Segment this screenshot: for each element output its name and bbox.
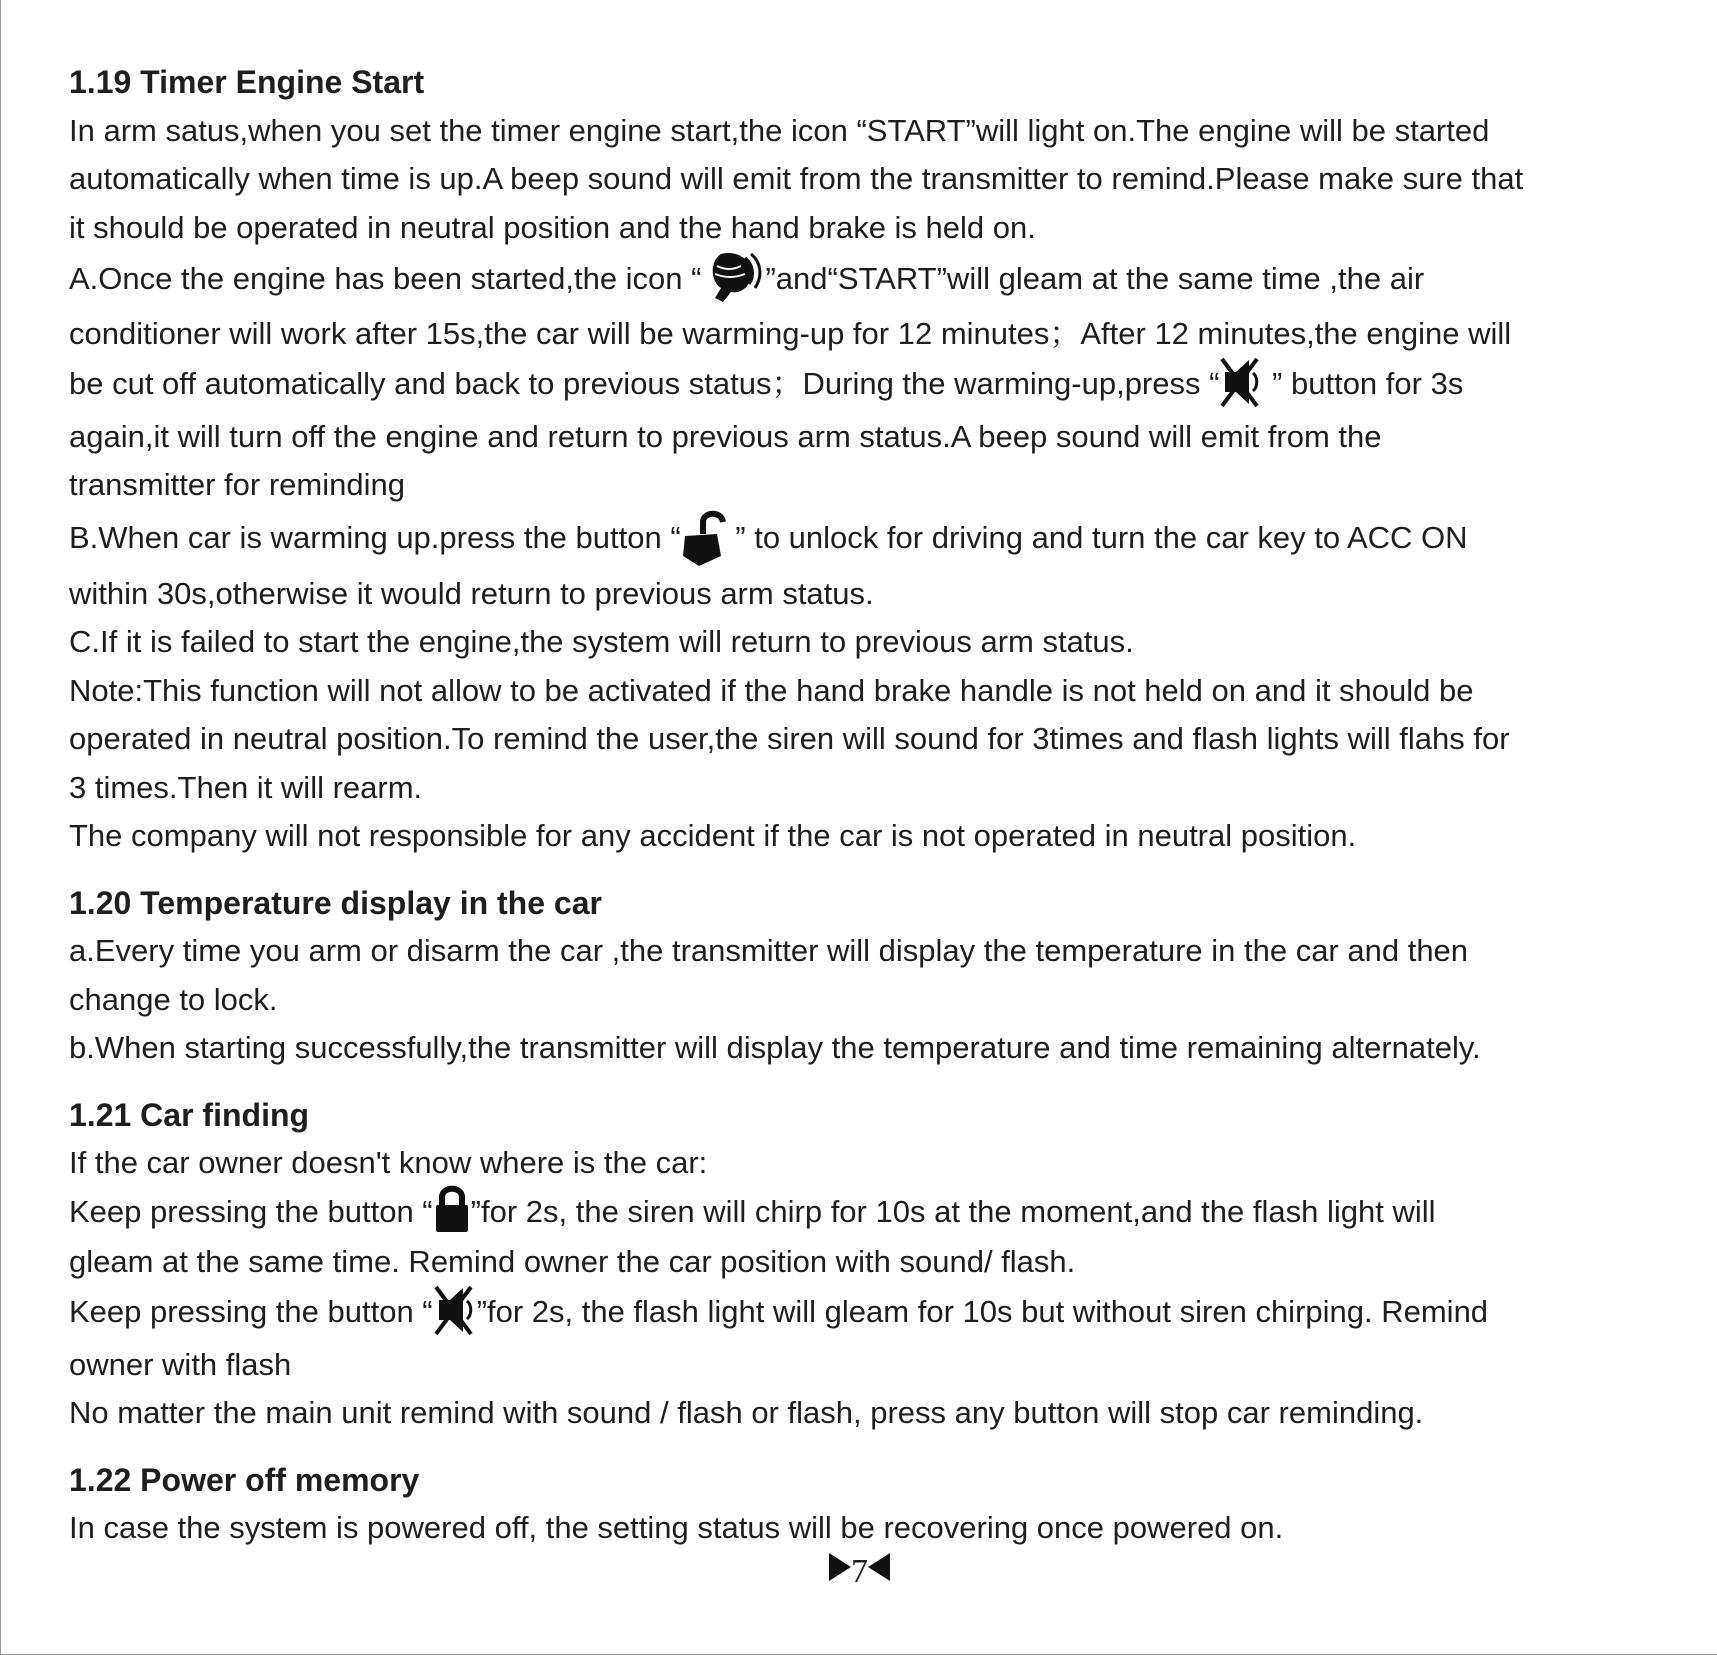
paragraph-line: automatically when time is up.A beep sound will emit from the transmitter to remind.Please make sure that	[69, 161, 1524, 196]
section-gap	[69, 1438, 1669, 1456]
section-heading-1-20: 1.20 Temperature display in the car	[69, 884, 602, 921]
paragraph-line: owner with flash	[69, 1346, 292, 1382]
paragraph-line: transmitter for reminding	[69, 467, 405, 502]
paragraph-line: a.Every time you arm or disarm the car ,the transmitter will display the temperature in the car and then	[69, 933, 1469, 968]
paragraph-line	[69, 1188, 1669, 1239]
paragraph-line: The company will not responsible for any accident if the car is not operated in neutral position.	[69, 818, 1357, 853]
paragraph-line: No matter the main unit remind with sound / flash or flash, press any button will stop car reminding.	[69, 1395, 1424, 1431]
paragraph-line: b.When starting successfully,the transmitter will display the temperature and time remaining alternately.	[69, 1030, 1481, 1065]
text-fragment: B.When car is warming up.press the button “	[69, 519, 681, 555]
mute-speaker-icon	[1219, 355, 1263, 409]
text-fragment: be cut off automatically and back to previous status；During the warming-up,press “	[69, 365, 1220, 401]
paragraph-line: operated in neutral position.To remind the user,the siren will sound for 3times and flash lights will flahs for	[69, 721, 1510, 756]
left-triangle-icon	[868, 1552, 890, 1590]
lock-padlock-icon	[433, 1184, 471, 1234]
text-fragment: A.Once the engine has been started,the icon “	[69, 261, 702, 297]
paragraph-line	[69, 252, 1669, 310]
paragraph-line: 3 times.Then it will rearm.	[69, 769, 423, 805]
paragraph-line: change to lock.	[69, 981, 278, 1017]
text-fragment: ”and“START”will gleam at the same time ,the air	[765, 261, 1425, 297]
section-gap	[69, 861, 1669, 879]
section-gap	[69, 1073, 1669, 1091]
text-fragment: ”for 2s, the siren will chirp for 10s at the moment,and the flash light will	[470, 1193, 1436, 1229]
unlock-padlock-icon	[681, 506, 727, 566]
paragraph-line: it should be operated in neutral position and the hand brake is held on.	[69, 209, 1036, 245]
text-fragment: ”for 2s, the flash light will gleam for 10s but without siren chirping. Remind	[476, 1294, 1489, 1329]
section-heading-1-19: 1.19 Timer Engine Start	[69, 64, 425, 100]
paragraph-line: If the car owner doesn't know where is the car:	[69, 1145, 708, 1180]
engine-start-icon	[701, 248, 765, 306]
paragraph-line: In case the system is powered off, the setting status will be recovering once powered on.	[69, 1510, 1284, 1546]
paragraph-line: gleam at the same time. Remind owner the car position with sound/ flash.	[69, 1244, 1076, 1280]
text-fragment: ” button for 3s	[1263, 365, 1464, 401]
mute-speaker-icon	[433, 1283, 477, 1337]
page-number: 7	[851, 1553, 868, 1590]
text-fragment: Keep pressing the button “	[69, 1193, 433, 1229]
text-fragment: Keep pressing the button “	[69, 1294, 433, 1329]
page-content	[69, 58, 1669, 1553]
paragraph-line	[69, 510, 1669, 570]
section-heading-1-22: 1.22 Power off memory	[69, 1461, 420, 1498]
paragraph-line	[69, 359, 1669, 413]
paragraph-line: In arm satus,when you set the timer engine start,the icon “START”will light on.The engine will be started	[69, 112, 1490, 148]
paragraph-line: again,it will turn off the engine and return to previous arm status.A beep sound will emit from the	[69, 418, 1382, 454]
paragraph-line: within 30s,otherwise it would return to previous arm status.	[69, 575, 874, 611]
paragraph-line: Note:This function will not allow to be activated if the hand brake handle is not held on and it should be	[69, 672, 1474, 708]
text-fragment: ” to unlock for driving and turn the car key to ACC ON	[726, 519, 1468, 555]
paragraph-line	[69, 1287, 1669, 1341]
right-triangle-icon	[829, 1552, 851, 1590]
paragraph-line: conditioner will work after 15s,the car will be warming-up for 12 minutes；After 12 minutes,the engine will	[69, 316, 1512, 351]
page-number-footer	[1, 1553, 1717, 1593]
paragraph-line: C.If it is failed to start the engine,the system will return to previous arm status.	[69, 624, 1134, 659]
section-heading-1-21: 1.21 Car finding	[69, 1096, 310, 1133]
